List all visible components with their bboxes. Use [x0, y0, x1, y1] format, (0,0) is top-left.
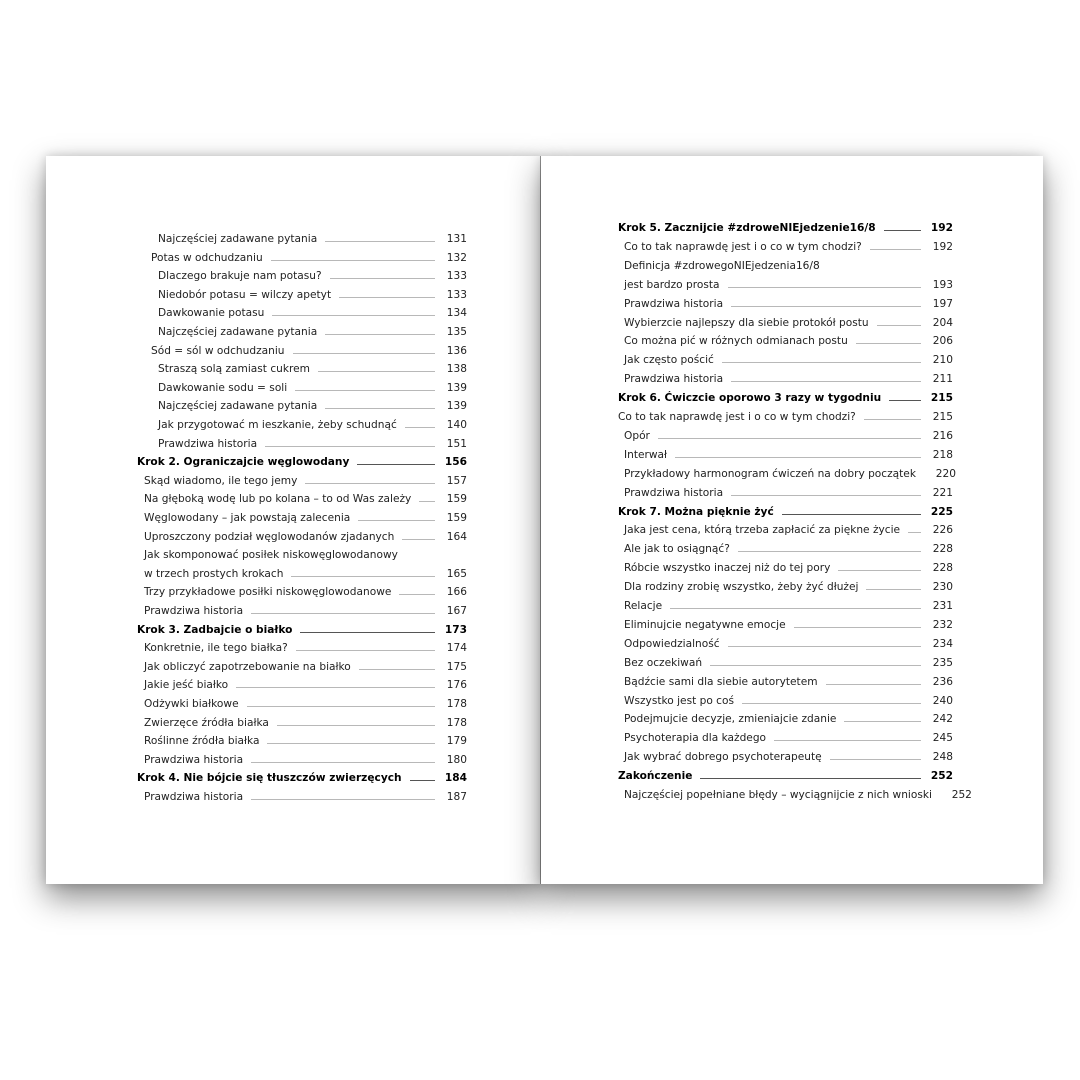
- toc-entry-title: Podejmujcie decyzje, zmieniajcie zdanie: [624, 713, 837, 726]
- right-page: [541, 156, 1043, 884]
- toc-entry-title: Przykładowy harmonogram ćwiczeń na dobry początek: [624, 467, 916, 480]
- dot-leader: [728, 287, 921, 288]
- toc-entry: [144, 544, 467, 562]
- toc-entry: [158, 377, 467, 395]
- toc-entry-title: Krok 2. Ograniczajcie węglowodany: [137, 456, 350, 469]
- dot-leader: [291, 576, 435, 577]
- toc-entry: [144, 656, 467, 674]
- toc-entry: [624, 293, 953, 311]
- toc-page-number: 242: [932, 713, 953, 726]
- toc-page-number: 166: [446, 586, 467, 599]
- table-of-contents-right: [541, 156, 1043, 884]
- toc-entry-title: Psychoterapia dla każdego: [624, 732, 767, 745]
- toc-entry: [158, 284, 467, 302]
- toc-entry: [624, 463, 956, 481]
- toc-entry: [158, 302, 467, 320]
- toc-entry: [144, 637, 467, 655]
- toc-entry: [144, 600, 467, 618]
- toc-entry-title: Krok 3. Zadbajcie o białko: [137, 623, 293, 636]
- toc-entry: [144, 730, 467, 748]
- toc-entry: [624, 368, 953, 386]
- toc-entry: [158, 228, 467, 246]
- dot-leader: [419, 501, 435, 502]
- toc-page-number: 139: [446, 400, 467, 413]
- toc-page-number: 175: [446, 660, 467, 673]
- toc-chapter-entry: [137, 619, 467, 637]
- toc-entry: [158, 414, 467, 432]
- toc-page-number: 136: [446, 344, 467, 357]
- toc-entry: [624, 633, 953, 651]
- toc-page-number: 138: [446, 363, 467, 376]
- toc-page-number: 215: [930, 392, 953, 405]
- dot-leader: [864, 419, 921, 420]
- dot-leader: [731, 381, 921, 382]
- toc-entry: [624, 425, 953, 443]
- toc-page-number: 133: [446, 288, 467, 301]
- toc-entry: [158, 433, 467, 451]
- toc-entry-title: Prawdziwa historia: [144, 605, 244, 617]
- toc-page-number: 248: [932, 751, 953, 764]
- dot-leader: [325, 408, 435, 409]
- toc-entry: [624, 727, 953, 745]
- toc-entry: [624, 784, 972, 802]
- toc-entry: [624, 576, 953, 594]
- toc-chapter-entry: [618, 387, 953, 405]
- toc-page-number: 133: [446, 270, 467, 283]
- toc-page-number: 164: [446, 530, 467, 543]
- dot-leader: [265, 446, 435, 447]
- dot-leader: [405, 427, 435, 428]
- dot-leader: [870, 249, 921, 250]
- toc-entry: [624, 690, 953, 708]
- dot-leader: [318, 371, 435, 372]
- left-page: [46, 156, 541, 884]
- toc-entry-title: Co to tak naprawdę jest i o co w tym chodzi?: [624, 240, 862, 253]
- toc-page-number: 192: [930, 222, 953, 234]
- toc-page-number: 211: [932, 373, 953, 386]
- dot-leader: [293, 353, 436, 354]
- toc-page-number: 156: [444, 456, 467, 469]
- dot-leader: [358, 520, 435, 521]
- toc-entry-title: Prawdziwa historia: [624, 373, 724, 386]
- dot-leader: [675, 457, 921, 458]
- toc-page-number: 132: [446, 251, 467, 264]
- toc-entry-title: Co można pić w różnych odmianach postu: [624, 335, 848, 348]
- dot-leader: [794, 627, 921, 628]
- toc-page-number: 167: [446, 605, 467, 617]
- toc-page-number: 232: [932, 618, 953, 631]
- dot-leader: [722, 362, 921, 363]
- toc-page-number: 192: [932, 240, 953, 253]
- toc-entry-title: Odżywki białkowe: [144, 698, 239, 710]
- toc-page-number: 165: [446, 567, 467, 580]
- dot-leader: [728, 646, 921, 647]
- dot-leader: [271, 260, 435, 261]
- toc-entry: [144, 507, 467, 525]
- toc-entry-title: Dawkowanie potasu: [158, 307, 265, 320]
- dot-leader: [247, 706, 435, 707]
- toc-entry-title: Krok 4. Nie bójcie się tłuszczów zwierzęcych: [137, 772, 402, 785]
- toc-entry-title: Wszystko jest po coś: [624, 694, 735, 707]
- toc-entry: [144, 749, 467, 767]
- toc-entry-title: Węglowodany – jak powstają zalecenia: [144, 512, 351, 524]
- toc-entry: [144, 526, 467, 544]
- toc-page-number: 218: [932, 448, 953, 461]
- toc-page-number: 159: [446, 493, 467, 506]
- toc-entry-title: jest bardzo prosta: [624, 278, 720, 291]
- toc-page-number: 228: [932, 543, 953, 556]
- toc-entry: [158, 321, 467, 339]
- dot-leader: [296, 650, 435, 651]
- toc-entry-title: Najczęściej zadawane pytania: [158, 326, 318, 338]
- toc-entry: [158, 265, 467, 283]
- toc-page-number: 226: [932, 524, 953, 537]
- toc-entry-title: Definicja #zdrowegoNIEjedzenia16/8: [624, 259, 820, 272]
- dot-leader: [410, 780, 435, 781]
- toc-chapter-entry: [618, 217, 953, 235]
- dot-leader: [658, 438, 921, 439]
- toc-entry-title: Eliminujcie negatywne emocje: [624, 618, 786, 631]
- dot-leader: [826, 684, 921, 685]
- toc-chapter-entry: [137, 451, 467, 469]
- dot-leader: [884, 230, 921, 231]
- toc-entry-title: Jak przygotować m ieszkanie, żeby schudnąć: [158, 419, 397, 431]
- toc-entry: [151, 340, 467, 358]
- toc-entry-title: Odpowiedzialność: [624, 637, 720, 650]
- dot-leader: [742, 703, 921, 704]
- dot-leader: [330, 278, 435, 279]
- toc-page-number: 231: [932, 600, 953, 612]
- toc-page-number: 245: [932, 732, 953, 745]
- toc-entry-title: Jak obliczyć zapotrzebowanie na białko: [144, 660, 351, 673]
- toc-entry-title: Dla rodziny zrobię wszystko, żeby żyć dłużej: [624, 581, 859, 594]
- dot-leader: [856, 343, 921, 344]
- toc-entry: [624, 330, 953, 348]
- toc-entry-title: Dlaczego brakuje nam potasu?: [158, 270, 322, 283]
- toc-entry-title: Jak wybrać dobrego psychoterapeutę: [624, 751, 822, 764]
- toc-entry-title: Krok 6. Ćwiczcie oporowo 3 razy w tygodniu: [618, 392, 882, 405]
- toc-page-number: 135: [446, 326, 467, 338]
- toc-page-number: 252: [951, 789, 972, 801]
- toc-page-number: 216: [932, 429, 953, 442]
- toc-entry: [144, 786, 467, 804]
- toc-entry-title: Straszą solą zamiast cukrem: [158, 363, 310, 376]
- toc-entry-title: Konkretnie, ile tego białka?: [144, 642, 288, 655]
- toc-entry-title: Interwał: [624, 448, 668, 461]
- toc-page-number: 206: [932, 335, 953, 348]
- toc-entry-title: Roślinne źródła białka: [144, 735, 260, 748]
- dot-leader: [828, 268, 921, 269]
- dot-leader: [267, 743, 435, 744]
- toc-page-number: 230: [932, 581, 953, 594]
- dot-leader: [251, 799, 435, 800]
- toc-entry-title: Prawdziwa historia: [144, 753, 244, 766]
- toc-entry-title: Zwierzęce źródła białka: [144, 716, 269, 729]
- toc-entry-title: Co to tak naprawdę jest i o co w tym chodzi?: [618, 411, 856, 423]
- toc-page-number: 234: [932, 637, 953, 650]
- toc-page-number: 184: [444, 772, 467, 785]
- toc-entry-title: Krok 7. Można pięknie żyć: [618, 505, 774, 518]
- toc-entry-title: Krok 5. Zacznijcie #zdroweNIEjedzenie16/8: [618, 222, 876, 234]
- toc-page-number: 176: [446, 679, 467, 692]
- toc-entry: [151, 247, 467, 265]
- dot-leader: [877, 325, 921, 326]
- dot-leader: [700, 778, 921, 779]
- dot-leader: [325, 334, 435, 335]
- toc-entry-title: Prawdziwa historia: [624, 486, 724, 499]
- toc-entry-title: Skąd wiadomo, ile tego jemy: [144, 474, 298, 487]
- toc-entry-title: Zakończenie: [618, 770, 693, 783]
- toc-entry-title: Jakie jeść białko: [144, 679, 229, 692]
- toc-page-number: 151: [446, 437, 467, 450]
- dot-leader: [406, 557, 435, 558]
- toc-page-number: 178: [446, 698, 467, 710]
- dot-leader: [889, 400, 921, 401]
- toc-entry-title: Na głęboką wodę lub po kolana – to od Was zależy: [144, 493, 412, 506]
- toc-chapter-entry: [618, 501, 953, 519]
- toc-page-number: 228: [932, 562, 953, 575]
- toc-page-number: 193: [932, 278, 953, 291]
- dot-leader: [738, 551, 921, 552]
- toc-entry-title: Najczęściej popełniane błędy – wyciągnijcie z nich wnioski: [624, 789, 932, 801]
- dot-leader: [300, 632, 435, 633]
- dot-leader: [359, 669, 435, 670]
- toc-entry: [624, 312, 953, 330]
- toc-entry: [144, 674, 467, 692]
- toc-page-number: 220: [935, 467, 956, 480]
- dot-leader: [844, 721, 921, 722]
- toc-entry-title: Ale jak to osiągnąć?: [624, 543, 730, 556]
- toc-entry-title: w trzech prostych krokach: [144, 567, 284, 580]
- dot-leader: [272, 315, 435, 316]
- dot-leader: [277, 725, 435, 726]
- toc-page-number: 204: [932, 316, 953, 329]
- toc-entry: [624, 274, 953, 292]
- toc-entry-title: Bez oczekiwań: [624, 656, 703, 669]
- toc-entry: [624, 614, 953, 632]
- toc-chapter-entry: [618, 765, 953, 783]
- dot-leader: [908, 532, 921, 533]
- dot-leader: [305, 483, 435, 484]
- dot-leader: [339, 297, 435, 298]
- toc-entry: [144, 581, 467, 599]
- dot-leader: [710, 665, 921, 666]
- toc-entry: [624, 236, 953, 254]
- toc-entry: [624, 652, 953, 670]
- dot-leader: [357, 464, 435, 465]
- toc-entry-title: Relacje: [624, 600, 663, 612]
- toc-entry-title: Wybierzcie najlepszy dla siebie protokół postu: [624, 316, 869, 329]
- toc-entry-title: Prawdziwa historia: [144, 791, 244, 803]
- toc-page-number: 174: [446, 642, 467, 655]
- dot-leader: [774, 740, 921, 741]
- toc-entry-title: Trzy przykładowe posiłki niskowęglowodanowe: [144, 586, 392, 599]
- toc-entry: [624, 482, 953, 500]
- toc-entry-title: Jak często pościć: [624, 354, 714, 367]
- toc-page-number: 197: [932, 297, 953, 310]
- toc-page-number: 221: [932, 486, 953, 499]
- toc-entry: [144, 693, 467, 711]
- toc-page-number: 225: [930, 505, 953, 518]
- toc-page-number: 215: [932, 411, 953, 423]
- toc-entry: [158, 395, 467, 413]
- toc-page-number: 187: [446, 791, 467, 803]
- toc-page-number: 134: [446, 307, 467, 320]
- toc-entry-title: Niedobór potasu = wilczy apetyt: [158, 288, 332, 301]
- toc-entry: [624, 746, 953, 764]
- toc-page-number: 178: [446, 716, 467, 729]
- toc-page-number: 210: [932, 354, 953, 367]
- toc-entry: [144, 470, 467, 488]
- toc-entry-title: Jaka jest cena, którą trzeba zapłacić za piękne życie: [624, 524, 901, 537]
- dot-leader: [402, 539, 435, 540]
- toc-entry-title: Jak skomponować posiłek niskowęglowodanowy: [144, 549, 398, 562]
- toc-page-number: 131: [446, 233, 467, 245]
- dot-leader: [782, 514, 921, 515]
- toc-entry-title: Najczęściej zadawane pytania: [158, 233, 318, 245]
- toc-entry-title: Dawkowanie sodu = soli: [158, 381, 288, 394]
- toc-entry: [624, 444, 953, 462]
- toc-entry-title: Potas w odchudzaniu: [151, 251, 263, 264]
- dot-leader: [399, 594, 435, 595]
- toc-page-number: 139: [446, 381, 467, 394]
- toc-entry: [624, 708, 953, 726]
- toc-entry: [618, 406, 953, 424]
- toc-entry: [624, 519, 953, 537]
- toc-entry-title: Prawdziwa historia: [624, 297, 724, 310]
- toc-entry: [144, 712, 467, 730]
- toc-entry: [624, 538, 953, 556]
- toc-entry-title: Prawdziwa historia: [158, 437, 258, 450]
- dot-leader: [325, 241, 435, 242]
- toc-chapter-entry: [137, 767, 467, 785]
- dot-leader: [251, 762, 435, 763]
- dot-leader: [670, 608, 921, 609]
- dot-leader: [838, 570, 921, 571]
- dot-leader: [295, 390, 435, 391]
- toc-entry-title: Sód = sól w odchudzaniu: [151, 344, 285, 357]
- dot-leader: [731, 306, 921, 307]
- dot-leader: [830, 759, 921, 760]
- toc-entry: [624, 349, 953, 367]
- toc-entry: [144, 563, 467, 581]
- toc-page-number: 252: [930, 770, 953, 783]
- toc-page-number: 140: [446, 419, 467, 431]
- dot-leader: [251, 613, 435, 614]
- toc-page-number: 236: [932, 675, 953, 688]
- toc-page-number: 240: [932, 694, 953, 707]
- toc-page-number: 173: [444, 623, 467, 636]
- toc-page-number: 179: [446, 735, 467, 748]
- dot-leader: [236, 687, 435, 688]
- toc-page-number: 180: [446, 753, 467, 766]
- dot-leader: [731, 495, 921, 496]
- toc-entry-title: Najczęściej zadawane pytania: [158, 400, 318, 413]
- toc-entry-title: Uproszczony podział węglowodanów zjadanych: [144, 530, 395, 543]
- toc-entry: [158, 358, 467, 376]
- toc-entry-title: Róbcie wszystko inaczej niż do tej pory: [624, 562, 831, 575]
- table-of-contents-left: [46, 156, 540, 884]
- toc-entry: [624, 595, 953, 613]
- toc-page-number: 235: [932, 656, 953, 669]
- toc-entry: [624, 255, 953, 273]
- toc-entry-title: Opór: [624, 429, 650, 442]
- toc-entry: [624, 671, 953, 689]
- toc-page-number: 159: [446, 512, 467, 524]
- toc-entry: [624, 557, 953, 575]
- toc-page-number: 157: [446, 474, 467, 487]
- dot-leader: [866, 589, 921, 590]
- toc-entry-title: Bądźcie sami dla siebie autorytetem: [624, 675, 818, 688]
- toc-entry: [144, 488, 467, 506]
